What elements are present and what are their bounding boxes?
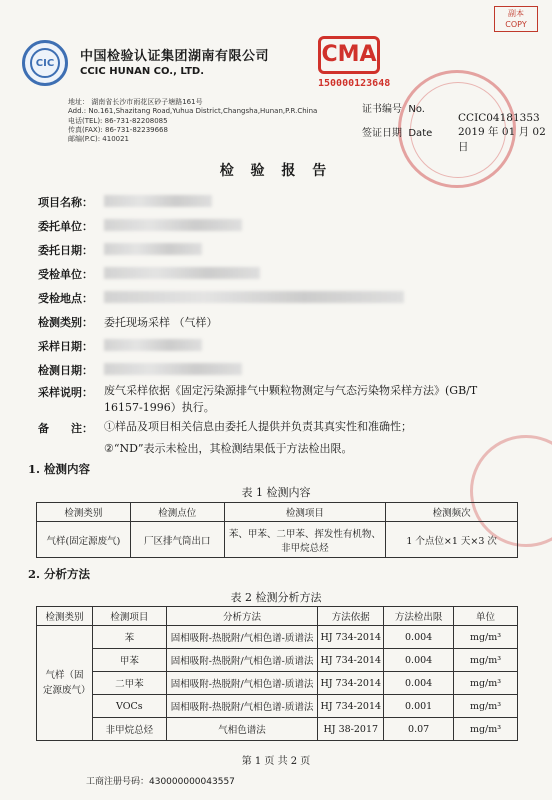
redacted-sampling-date: [104, 339, 202, 351]
table2-item: 甲苯: [92, 649, 166, 672]
sampling-note-row: [38, 384, 104, 400]
table2-item: 非甲烷总烃: [92, 718, 166, 741]
sampling-note-line1: 废气采样依据《固定污染源排气中颗粒物测定与气态污染物采样方法》(GB/T: [104, 384, 478, 397]
registration-number: 工商注册号码：430000000043557: [86, 777, 235, 787]
table1-caption: 表 1 检测内容: [241, 486, 311, 499]
table1: [36, 502, 518, 558]
table2-header: 分析方法: [166, 607, 318, 626]
issue-date-label: 签证日期 Date: [362, 128, 433, 139]
contact-tel: 电话(TEL): 86-731-82208085: [68, 116, 168, 125]
table2-unit: mg/m³: [454, 695, 518, 718]
section2-heading: 2. 分析方法: [28, 567, 91, 581]
project-name-row: [38, 194, 104, 210]
copy-stamp-en: COPY: [505, 20, 527, 29]
cma-mark: CMA: [318, 36, 380, 74]
contact-fax: 传真(FAX): 86-731-82239668: [68, 125, 168, 134]
table2-header: 单位: [454, 607, 518, 626]
table2-standard: HJ 734-2014: [318, 649, 384, 672]
table1-header: 检测类别: [37, 503, 131, 522]
table2-limit: 0.07: [384, 718, 454, 741]
org-name-en: CCIC HUNAN CO., LTD.: [80, 66, 205, 77]
table2-standard: HJ 734-2014: [318, 672, 384, 695]
table2-method: 固相吸附-热脱附/气相色谱-质谱法: [166, 695, 318, 718]
logo-text: CIC: [30, 48, 60, 78]
test-date-row: [38, 362, 104, 378]
sampling-note-line2: 16157-1996）执行。: [104, 401, 215, 414]
table2-unit: mg/m³: [454, 718, 518, 741]
contact-block: [68, 98, 317, 144]
report-title: 检 验 报 告: [219, 163, 333, 179]
inspected-site-label: 受检地点：: [38, 292, 93, 305]
table1-header: 检测点位: [130, 503, 224, 522]
table2-category: 气样（固定源废气）: [37, 626, 93, 741]
table2-standard: HJ 734-2014: [318, 626, 384, 649]
redacted-inspected-site: [104, 291, 404, 303]
sampling-date-label: 采样日期：: [38, 340, 93, 353]
contact-postcode: 邮编(P.C): 410021: [68, 135, 130, 144]
table2-standard: HJ 38-2017: [318, 718, 384, 741]
client-label: 委托单位：: [38, 220, 93, 233]
sampling-note-label: 采样说明：: [38, 386, 93, 399]
category-value: 委托现场采样 （气样）: [104, 316, 218, 329]
table2-limit: 0.004: [384, 672, 454, 695]
contact-address-en: Add.: No.161,Shazitang Road,Yuhua District,Changsha,Hunan,P.R.China: [68, 107, 318, 116]
redacted-inspected-unit: [104, 267, 260, 279]
commission-date-label: 委托日期：: [38, 244, 93, 257]
table2-item: 苯: [92, 626, 166, 649]
table2-header: 方法检出限: [384, 607, 454, 626]
org-name-cn: 中国检验认证集团湖南有限公司: [80, 49, 270, 64]
remark-2: ②“ND”表示未检出，其检测结果低于方法检出限。: [104, 442, 353, 455]
table2-item: 二甲苯: [92, 672, 166, 695]
category-row: [38, 314, 218, 330]
remark-row: [38, 420, 104, 436]
test-date-label: 检测日期：: [38, 364, 93, 377]
table2-limit: 0.001: [384, 695, 454, 718]
copy-stamp-cn: 副本: [508, 9, 524, 18]
commission-date-row: [38, 242, 104, 258]
table2-item: VOCs: [92, 695, 166, 718]
table2: [36, 606, 518, 741]
ccic-logo-icon: [22, 40, 68, 86]
table1-cell: 气样(固定源废气): [37, 522, 131, 558]
inspected-unit-row: [38, 266, 104, 282]
cert-no-value: CCIC04181353: [458, 112, 540, 124]
table2-unit: mg/m³: [454, 672, 518, 695]
project-name-label: 项目名称：: [38, 196, 93, 209]
redacted-project-name: [104, 195, 212, 207]
table2-standard: HJ 734-2014: [318, 695, 384, 718]
table2-header: 检测项目: [92, 607, 166, 626]
table2-limit: 0.004: [384, 626, 454, 649]
table2-method: 固相吸附-热脱附/气相色谱-质谱法: [166, 626, 318, 649]
client-row: [38, 218, 104, 234]
table2-header: 方法依据: [318, 607, 384, 626]
cert-no-label: 证书编号 No.: [362, 104, 425, 115]
redacted-test-date: [104, 363, 242, 375]
redacted-commission-date: [104, 243, 202, 255]
table1-cell: 厂区排气筒出口: [130, 522, 224, 558]
inspected-site-row: [38, 290, 104, 306]
table1-cell: 苯、甲苯、二甲苯、挥发性有机物、 非甲烷总烃: [224, 522, 386, 558]
copy-stamp: [494, 6, 538, 32]
table2-caption: 表 2 检测分析方法: [230, 591, 322, 604]
sampling-date-row: [38, 338, 104, 354]
redacted-client: [104, 219, 242, 231]
contact-address-cn: 地址： 湖南省长沙市雨花区砂子塘路161号: [68, 98, 203, 106]
cma-number: 150000123648: [318, 78, 391, 89]
section1-heading: 1. 检测内容: [28, 462, 91, 476]
issue-date-value: 2019 年 01 月 02 日: [458, 126, 546, 153]
table1-cell: 1 个点位×1 天×3 次: [386, 522, 518, 558]
table1-header: 检测项目: [224, 503, 386, 522]
table1-header: 检测频次: [386, 503, 518, 522]
table2-method: 气相色谱法: [166, 718, 318, 741]
table2-method: 固相吸附-热脱附/气相色谱-质谱法: [166, 649, 318, 672]
table2-method: 固相吸附-热脱附/气相色谱-质谱法: [166, 672, 318, 695]
table2-header: 检测类别: [37, 607, 93, 626]
inspected-unit-label: 受检单位：: [38, 268, 93, 281]
page-number: 第 1 页 共 2 页: [241, 756, 311, 767]
remark-label: 备 注：: [38, 422, 93, 435]
table2-unit: mg/m³: [454, 626, 518, 649]
remark-1: ①样品及项目相关信息由委托人提供并负责其真实性和准确性；: [104, 420, 412, 433]
category-label: 检测类别：: [38, 316, 93, 329]
table2-limit: 0.004: [384, 649, 454, 672]
table2-unit: mg/m³: [454, 649, 518, 672]
